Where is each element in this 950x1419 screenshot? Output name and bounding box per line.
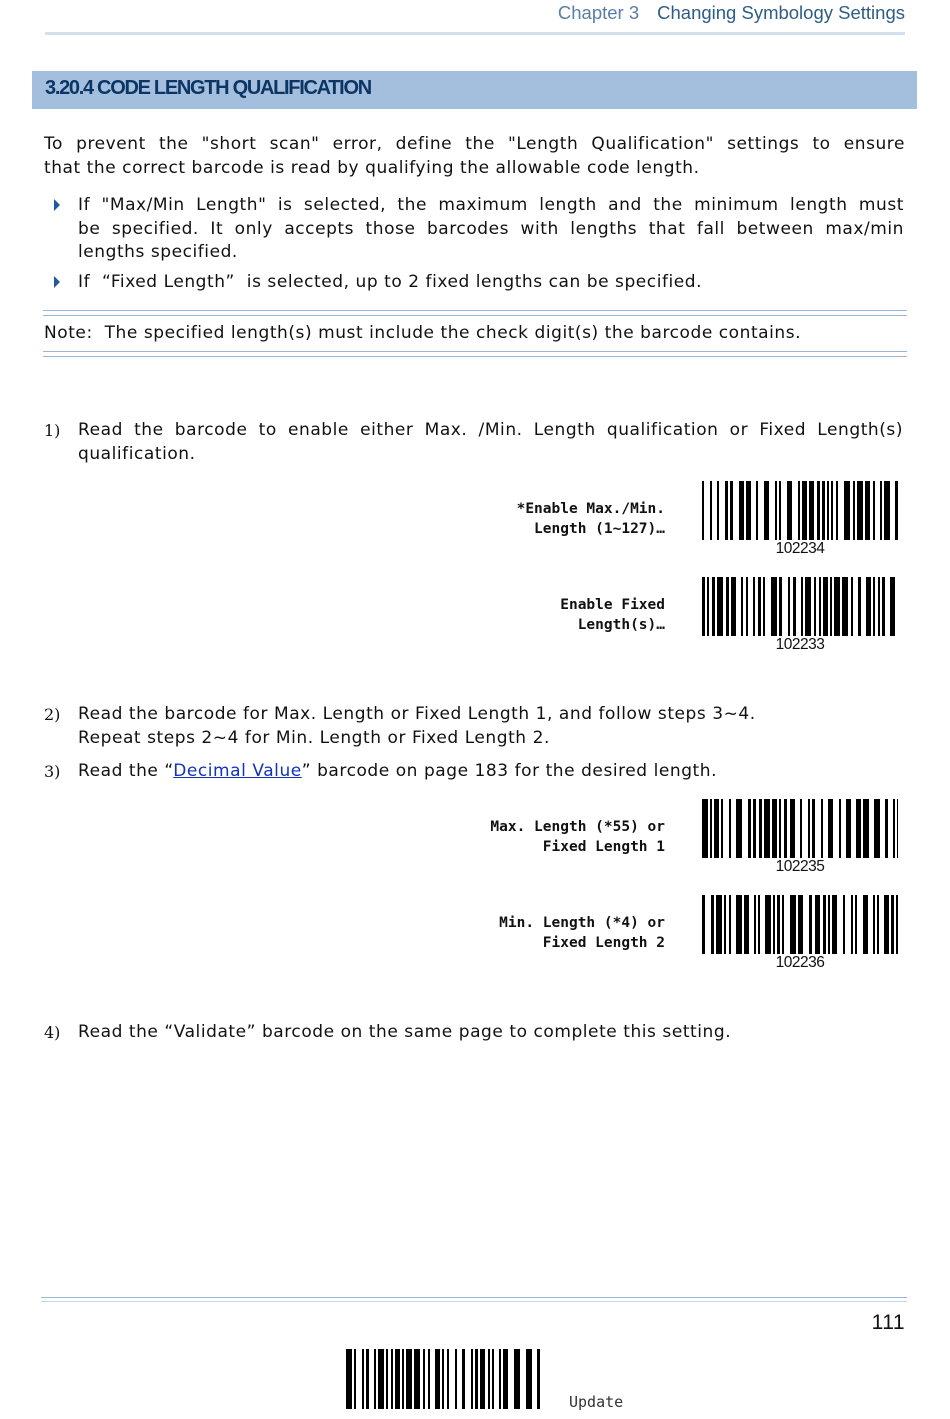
step-line: Read the barcode for Max. Length or Fixed Length 1, and follow steps 3~4. xyxy=(78,704,756,724)
barcode-bar xyxy=(725,481,728,540)
barcode-bar xyxy=(782,895,784,954)
step-line: Repeat steps 2~4 for Min. Length or Fixed Length 2. xyxy=(78,727,550,748)
barcode-bar xyxy=(721,799,723,858)
barcode-bar xyxy=(488,1349,490,1409)
barcode-bar xyxy=(741,577,743,636)
barcode-bar xyxy=(843,895,845,954)
barcode-bar xyxy=(395,1349,400,1409)
barcode-bar xyxy=(729,895,731,954)
barcode-bar xyxy=(877,895,879,954)
step-2-text xyxy=(78,703,756,750)
barcode-bar xyxy=(711,895,714,954)
barcode-bar xyxy=(801,577,803,636)
barcode-label-line: *Enable Max./Min. xyxy=(516,501,665,517)
barcode-bar xyxy=(402,1349,404,1409)
barcode-bar xyxy=(748,799,751,858)
barcode-bars xyxy=(702,895,898,954)
barcode-bar xyxy=(784,799,787,858)
barcode-bar xyxy=(455,1349,457,1409)
barcode-bar xyxy=(884,481,890,540)
barcode-bar xyxy=(830,577,832,636)
barcode-bar xyxy=(391,1349,393,1409)
barcode-bar xyxy=(753,577,755,636)
step-line: Read the barcode to enable either Max. /Min. Length qualification or Fixed Length(s) xyxy=(78,420,903,440)
barcode-bar xyxy=(712,577,715,636)
barcode-bar xyxy=(893,799,895,858)
barcode-enable-fixed[interactable] xyxy=(702,577,898,654)
barcode-bar xyxy=(754,895,756,954)
bullet-line: If "Max/Min Length" is selected, the maximum length and the minimum length must xyxy=(78,195,904,215)
barcode-bar xyxy=(492,1349,494,1409)
step-number: 1) xyxy=(44,421,61,440)
barcode-bar xyxy=(772,799,777,858)
barcode-bar xyxy=(823,895,826,954)
step-number: 2) xyxy=(44,705,61,724)
footer-rule xyxy=(41,1297,907,1302)
barcode-bar xyxy=(891,895,894,954)
barcode-bar xyxy=(787,481,792,540)
barcode-bar xyxy=(779,577,782,636)
barcode-bar xyxy=(514,1349,520,1409)
barcode-bar xyxy=(759,799,762,858)
barcode-bar xyxy=(884,895,889,954)
barcode-label xyxy=(499,913,665,953)
barcode-bar xyxy=(790,799,795,858)
barcode-bar xyxy=(890,577,895,636)
barcode-bar xyxy=(746,481,751,540)
barcode-bar xyxy=(853,481,855,540)
barcode-label-line: Fixed Length 1 xyxy=(542,839,665,855)
barcode-bar xyxy=(821,799,823,858)
barcode-bar xyxy=(839,799,841,858)
barcode-bar xyxy=(714,799,719,858)
note-bottom-rule xyxy=(43,351,907,357)
barcode-bar xyxy=(812,799,815,858)
barcode-enable-max-min[interactable] xyxy=(702,481,898,558)
chapter-title: Changing Symbology Settings xyxy=(657,2,905,23)
section-heading-band xyxy=(32,71,917,109)
barcode-bar xyxy=(447,1349,449,1409)
barcode-label-line: Length(s)… xyxy=(577,617,665,633)
barcode-bar xyxy=(865,481,870,540)
barcode-bar xyxy=(758,577,761,636)
bullet-item: If “Fixed Length” is selected, up to 2 fixed lengths can be specified. xyxy=(78,272,703,292)
barcode-bars xyxy=(346,1349,542,1409)
barcode-bar xyxy=(831,481,833,540)
barcode-bar xyxy=(822,481,825,540)
intro-paragraph xyxy=(44,133,905,180)
barcode-bar xyxy=(863,799,869,858)
barcode-bar xyxy=(790,895,796,954)
barcode-bar xyxy=(814,577,816,636)
barcode-number: 102233 xyxy=(775,636,825,653)
barcode-bar xyxy=(414,1349,420,1409)
barcode-bar xyxy=(526,1349,532,1409)
barcode-bar xyxy=(729,799,731,858)
barcode-bar xyxy=(798,481,800,540)
barcode-bar xyxy=(773,895,775,954)
barcode-bar xyxy=(809,481,814,540)
barcode-bar xyxy=(834,577,840,636)
barcode-bar xyxy=(710,481,712,540)
barcode-bar xyxy=(817,481,820,540)
barcode-bar xyxy=(882,577,885,636)
barcode-bar xyxy=(716,895,722,954)
barcode-bar xyxy=(717,577,723,636)
barcode-bar xyxy=(858,577,861,636)
barcode-bar xyxy=(346,1349,352,1409)
barcode-bar xyxy=(896,895,898,954)
step-number: 3) xyxy=(44,762,61,781)
page-number: 111 xyxy=(871,1311,905,1334)
barcode-bar xyxy=(764,481,769,540)
barcode-bar xyxy=(366,1349,369,1409)
barcode-label xyxy=(517,499,665,539)
barcode-bar xyxy=(462,1349,465,1409)
intro-line: that the correct barcode is read by qualifying the allowable code length. xyxy=(44,157,700,178)
barcode-bar xyxy=(710,799,712,858)
barcode-number: 102235 xyxy=(775,858,825,875)
barcode-bar xyxy=(793,577,796,636)
barcode-bar xyxy=(827,481,829,540)
barcode-number: 102234 xyxy=(775,540,825,557)
bullet-triangle-icon xyxy=(54,199,60,211)
barcode-bar xyxy=(779,481,781,540)
barcode-bar xyxy=(386,1349,388,1409)
barcode-bar xyxy=(828,799,833,858)
barcode-bar xyxy=(823,577,828,636)
barcode-min-length[interactable] xyxy=(702,895,898,972)
barcode-bar xyxy=(406,1349,412,1409)
barcode-bar xyxy=(857,481,863,540)
bullet-line: be specified. It only accepts those barcodes with lengths that fall between max/min xyxy=(78,218,904,239)
barcode-bar xyxy=(702,481,704,540)
barcode-bars xyxy=(702,481,898,540)
barcode-bar xyxy=(503,1349,508,1409)
barcode-bar xyxy=(842,577,848,636)
barcode-bar xyxy=(471,1349,473,1409)
barcode-bar xyxy=(753,799,756,858)
barcode-max-length[interactable] xyxy=(702,799,898,876)
barcode-bar xyxy=(874,799,880,858)
step-text-post: ” barcode on page 183 for the desired length. xyxy=(301,761,718,781)
barcode-bar xyxy=(800,799,802,858)
step-1-text xyxy=(78,419,903,466)
bullet-item xyxy=(78,194,904,265)
barcode-label-line: Enable Fixed xyxy=(560,597,665,613)
barcode-bar xyxy=(435,1349,440,1409)
section-title: 3.20.4 CODE LENGTH QUALIFICATION xyxy=(45,77,371,99)
barcode-bar xyxy=(815,895,820,954)
barcode-bar xyxy=(788,577,790,636)
barcode-bar xyxy=(851,577,853,636)
barcode-bar xyxy=(808,799,810,858)
barcode-bar xyxy=(744,895,749,954)
barcode-bar xyxy=(844,481,850,540)
barcode-bar xyxy=(726,577,729,636)
barcode-bar xyxy=(764,799,770,858)
barcode-bar xyxy=(537,1349,540,1409)
step-4-text: Read the “Validate” barcode on the same page to complete this setting. xyxy=(78,1022,732,1042)
barcode-label xyxy=(490,817,665,857)
running-header xyxy=(558,2,905,24)
barcode-bar xyxy=(866,577,871,636)
barcode-bar xyxy=(819,577,821,636)
barcode-bar xyxy=(707,577,709,636)
barcode-bar xyxy=(758,895,760,954)
step-text-pre: Read the “ xyxy=(78,761,174,781)
barcode-bar xyxy=(775,481,777,540)
barcode-bar xyxy=(863,895,868,954)
barcode-bar xyxy=(717,481,719,540)
barcode-bar xyxy=(736,895,742,954)
barcode-bar xyxy=(475,1349,478,1409)
barcode-bar xyxy=(378,1349,384,1409)
barcode-label-line: Fixed Length 2 xyxy=(542,935,665,951)
barcode-number: 102236 xyxy=(775,954,825,971)
chapter-label: Chapter 3 xyxy=(557,2,640,23)
barcode-bar xyxy=(499,1349,501,1409)
barcode-bar xyxy=(828,895,830,954)
barcode-bar xyxy=(851,895,853,954)
barcode-bar xyxy=(702,895,705,954)
step-3-text xyxy=(78,760,717,784)
barcode-bar xyxy=(777,895,780,954)
barcode-label xyxy=(560,595,665,635)
barcode-bars xyxy=(702,577,898,636)
barcode-bar xyxy=(802,481,807,540)
barcode-bar xyxy=(702,577,705,636)
barcode-bar xyxy=(836,481,838,540)
step-line: qualification. xyxy=(78,443,196,464)
barcode-bar xyxy=(731,577,736,636)
barcode-bar xyxy=(354,1349,356,1409)
barcode-label-line: Length (1~127)… xyxy=(534,521,665,537)
barcode-bar xyxy=(763,577,765,636)
barcode-bar xyxy=(873,895,875,954)
barcode-bar xyxy=(779,799,781,858)
barcode-bar xyxy=(809,895,812,954)
barcode-label-line: Max. Length (*55) or xyxy=(490,819,665,835)
barcode-bar xyxy=(880,481,882,540)
barcode-bar xyxy=(374,1349,376,1409)
update-barcode[interactable] xyxy=(346,1349,542,1409)
barcode-bar xyxy=(362,1349,364,1409)
barcode-bar xyxy=(442,1349,444,1409)
barcode-bar xyxy=(855,895,857,954)
barcode-bar xyxy=(895,481,898,540)
barcode-bar xyxy=(897,799,898,858)
header-rule xyxy=(45,32,905,35)
note-text: Note: The specified length(s) must include the check digit(s) the barcode contains. xyxy=(44,323,802,343)
barcode-bar xyxy=(736,799,742,858)
barcode-bar xyxy=(746,577,748,636)
barcode-bar xyxy=(771,577,777,636)
bullet-line: lengths specified. xyxy=(78,242,238,262)
decimal-value-link[interactable]: Decimal Value xyxy=(173,761,302,781)
intro-line: To prevent the "short scan" error, define the "Length Qualification" settings to ensure xyxy=(44,134,905,154)
barcode-bar xyxy=(702,799,708,858)
barcode-bar xyxy=(798,895,803,954)
barcode-label-line: Min. Length (*4) or xyxy=(499,915,665,931)
barcode-bar xyxy=(846,799,851,858)
barcode-bar xyxy=(724,895,726,954)
barcode-bar xyxy=(885,799,888,858)
barcode-bar xyxy=(428,1349,430,1409)
barcode-bars xyxy=(702,799,898,858)
barcode-bar xyxy=(873,577,875,636)
barcode-bar xyxy=(423,1349,425,1409)
step-number: 4) xyxy=(44,1023,61,1042)
note-top-rule xyxy=(43,310,907,316)
barcode-bar xyxy=(832,895,837,954)
barcode-bar xyxy=(739,481,744,540)
barcode-bar xyxy=(856,799,861,858)
barcode-bar xyxy=(873,481,875,540)
barcode-bar xyxy=(765,895,771,954)
barcode-bar xyxy=(756,481,758,540)
barcode-bar xyxy=(480,1349,485,1409)
update-label: Update xyxy=(569,1393,624,1411)
bullet-triangle-icon xyxy=(54,276,60,288)
barcode-bar xyxy=(805,577,811,636)
barcode-bar xyxy=(730,481,733,540)
barcode-bar xyxy=(878,577,880,636)
